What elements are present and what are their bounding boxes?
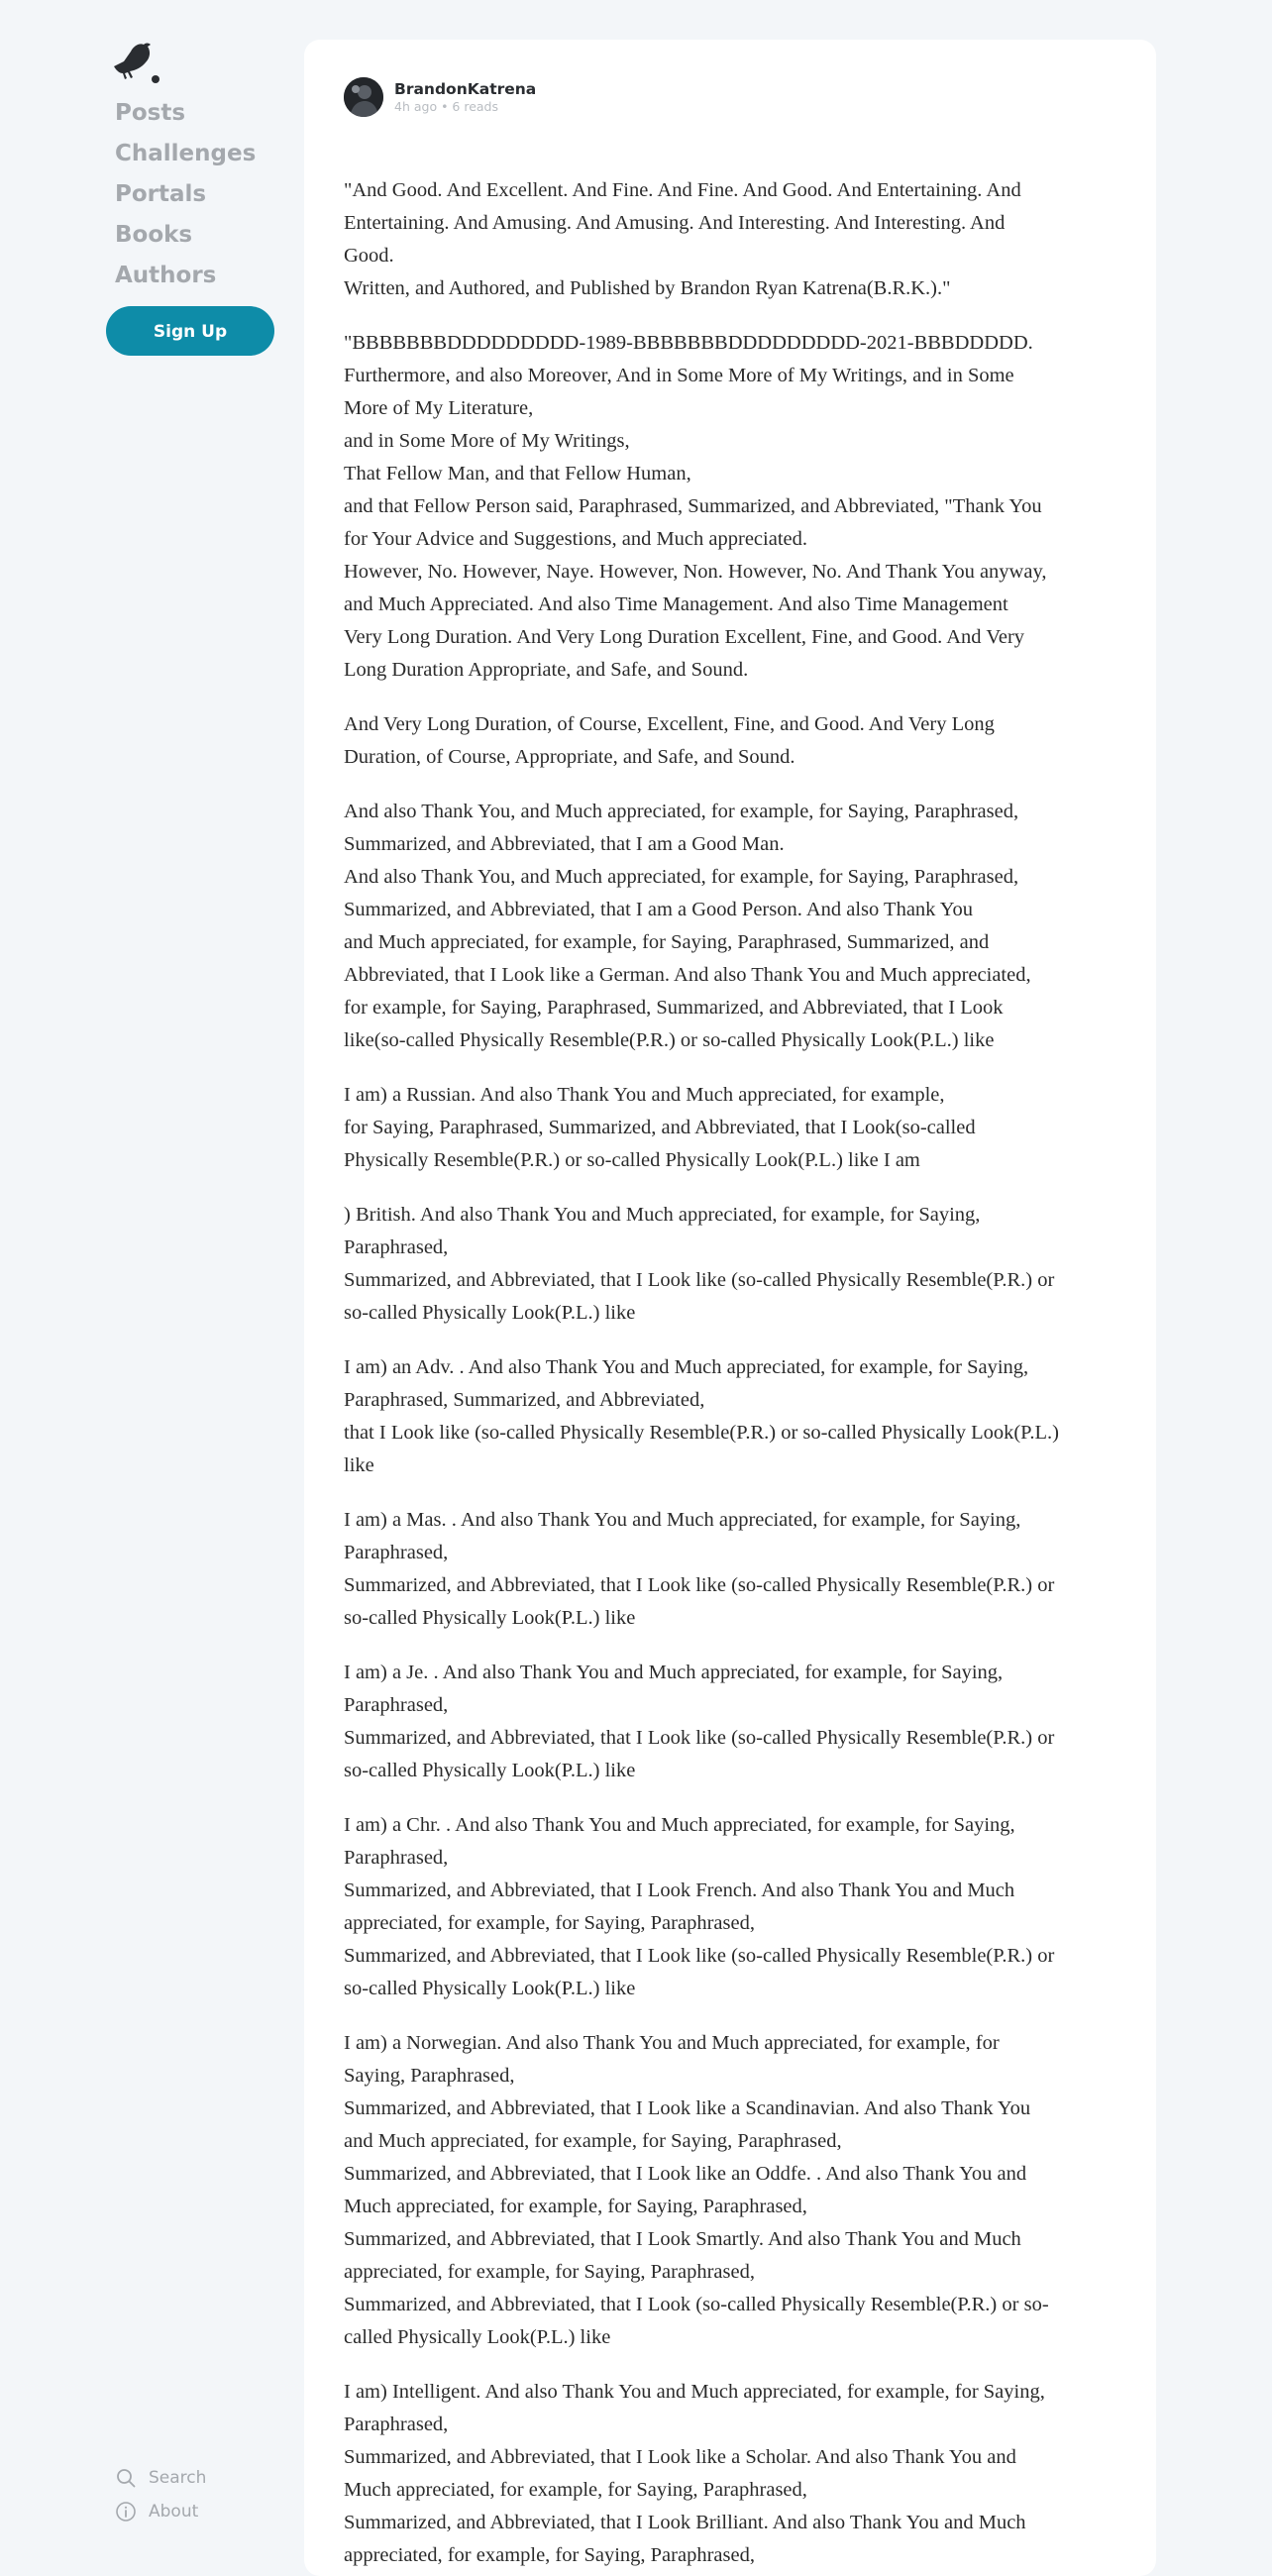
post-line: Abbreviated, that I Look like a German. And also Thank You and Much appreciated,	[344, 964, 1031, 986]
avatar[interactable]	[344, 77, 383, 117]
post-card	[304, 40, 1156, 2576]
post-line: Paraphrased,	[344, 1542, 449, 1563]
post-meta: 4h ago • 6 reads	[394, 98, 498, 114]
post-line: and Much appreciated, for example, for Saying, Paraphrased,	[344, 2130, 842, 2152]
post-line: Paraphrased,	[344, 1694, 449, 1716]
about-link-label: About	[149, 2502, 199, 2522]
post-line: Furthermore, and also Moreover, And in Some More of My Writings, and in Some	[344, 365, 1014, 386]
post-line: Paraphrased, Summarized, and Abbreviated,	[344, 1389, 705, 1411]
post-line: "And Good. And Excellent. And Fine. And Fine. And Good. And Entertaining. And	[344, 179, 1021, 201]
post-line: so-called Physically Look(P.L.) like	[344, 1978, 636, 1999]
post-line: appreciated, for example, for Saying, Paraphrased,	[344, 2261, 755, 2283]
post-paragraph	[344, 1199, 1116, 1330]
post-line: I am) a Mas. . And also Thank You and Much appreciated, for example, for Saying,	[344, 1509, 1021, 1531]
post-paragraph	[344, 796, 1116, 1057]
post-line: I am) Intelligent. And also Thank You and Much appreciated, for example, for Saying,	[344, 2381, 1045, 2403]
post-line: Summarized, and Abbreviated, that I Look like an Oddfe. . And also Thank You and	[344, 2163, 1027, 2185]
post-line: Summarized, and Abbreviated, that I Look like (so-called Physically Resemble(P.R.) or	[344, 1269, 1055, 1291]
post-line: Saying, Paraphrased,	[344, 2065, 515, 2087]
post-line: and that Fellow Person said, Paraphrased, Summarized, and Abbreviated, "Thank You	[344, 495, 1042, 517]
post-author	[344, 77, 536, 117]
post-line: appreciated, for example, for Saying, Paraphrased,	[344, 2544, 755, 2566]
info-icon	[115, 2501, 137, 2522]
post-line: ) British. And also Thank You and Much appreciated, for example, for Saying,	[344, 1204, 981, 1226]
post-line: Much appreciated, for example, for Saying, Paraphrased,	[344, 2479, 807, 2501]
post-line: Written, and Authored, and Published by Brandon Ryan Katrena(B.R.K.)."	[344, 277, 951, 299]
post-line: Paraphrased,	[344, 1847, 449, 1869]
post-paragraph	[344, 1809, 1116, 2005]
post-paragraph	[344, 1351, 1116, 1482]
post-line: Much appreciated, for example, for Saying, Paraphrased,	[344, 2196, 807, 2217]
post-body	[344, 174, 1116, 2576]
sidebar-footer	[115, 2461, 206, 2528]
sign-up-button[interactable]: Sign Up	[106, 306, 274, 356]
search-icon	[115, 2467, 137, 2489]
post-line: I am) a Je. . And also Thank You and Much appreciated, for example, for Saying,	[344, 1662, 1004, 1683]
search-link[interactable]	[115, 2461, 206, 2495]
post-line: and Much Appreciated. And also Time Management. And also Time Management	[344, 593, 1008, 615]
post-line: I am) an Adv. . And also Thank You and Much appreciated, for example, for Saying,	[344, 1356, 1029, 1378]
post-paragraph	[344, 327, 1116, 687]
post-line: for Saying, Paraphrased, Summarized, and Abbreviated, that I Look(so-called	[344, 1117, 976, 1138]
post-line: "BBBBBBBDDDDDDDDD-1989-BBBBBBBDDDDDDDDD-2021-BBBDDDDD.	[344, 332, 1033, 354]
author-name[interactable]: BrandonKatrena	[394, 79, 537, 98]
nav-item-books[interactable]: Books	[115, 222, 193, 248]
main-nav	[115, 93, 256, 296]
post-line: for example, for Saying, Paraphrased, Summarized, and Abbreviated, that I Look	[344, 997, 1004, 1019]
post-line: Paraphrased,	[344, 2414, 449, 2435]
post-line: Summarized, and Abbreviated, that I am a Good Person. And also Thank You	[344, 899, 974, 920]
post-line: Summarized, and Abbreviated, that I Look Brilliant. And also Thank You and Much	[344, 2512, 1026, 2533]
post-line: like(so-called Physically Resemble(P.R.) or so-called Physically Look(P.L.) like	[344, 1029, 995, 1051]
post-line: Good.	[344, 245, 394, 267]
post-line: so-called Physically Look(P.L.) like	[344, 1607, 636, 1629]
post-line: Summarized, and Abbreviated, that I Look French. And also Thank You and Much	[344, 1879, 1015, 1901]
post-line: That Fellow Man, and that Fellow Human,	[344, 463, 691, 484]
post-line: like	[344, 1454, 374, 1476]
post-line: called Physically Look(P.L.) like	[344, 2326, 611, 2348]
post-line: However, No. However, Naye. However, Non. However, No. And Thank You anyway,	[344, 561, 1047, 583]
post-line: so-called Physically Look(P.L.) like	[344, 1302, 636, 1324]
post-line: so-called Physically Look(P.L.) like	[344, 1760, 636, 1781]
post-paragraph	[344, 708, 1116, 774]
post-line: Summarized, and Abbreviated, that I Look (so-called Physically Resemble(P.R.) or so-	[344, 2294, 1049, 2315]
search-link-label: Search	[149, 2468, 207, 2488]
post-paragraph	[344, 1657, 1116, 1787]
post-line: Summarized, and Abbreviated, that I Look like a Scholar. And also Thank You and	[344, 2446, 1016, 2468]
nav-item-posts[interactable]: Posts	[115, 100, 186, 126]
post-paragraph	[344, 1504, 1116, 1635]
crow-bird-icon[interactable]	[111, 40, 162, 85]
post-line: Very Long Duration. And Very Long Duration Excellent, Fine, and Good. And Very	[344, 626, 1025, 648]
post-line: that I Look like (so-called Physically Resemble(P.R.) or so-called Physically Look(P.L.)	[344, 1422, 1059, 1444]
post-line: I am) a Chr. . And also Thank You and Much appreciated, for example, for Saying,	[344, 1814, 1015, 1836]
sidebar	[0, 0, 297, 2544]
post-line: Summarized, and Abbreviated, that I Look like (so-called Physically Resemble(P.R.) or	[344, 1574, 1055, 1596]
post-paragraph	[344, 2376, 1116, 2572]
post-line: I am) a Norwegian. And also Thank You and Much appreciated, for example, for	[344, 2032, 1000, 2054]
post-line: More of My Literature,	[344, 397, 534, 419]
post-line: Summarized, and Abbreviated, that I Look Smartly. And also Thank You and Much	[344, 2228, 1021, 2250]
post-paragraph	[344, 1079, 1116, 1177]
post-line: and Much appreciated, for example, for Saying, Paraphrased, Summarized, and	[344, 931, 990, 953]
post-line: And also Thank You, and Much appreciated, for example, for Saying, Paraphrased,	[344, 801, 1019, 822]
post-line: I am) a Russian. And also Thank You and Much appreciated, for example,	[344, 1084, 945, 1106]
post-line: Summarized, and Abbreviated, that I Look like (so-called Physically Resemble(P.R.) or	[344, 1945, 1055, 1967]
post-line: Long Duration Appropriate, and Safe, and Sound.	[344, 659, 749, 681]
nav-item-challenges[interactable]: Challenges	[115, 141, 257, 166]
post-paragraph	[344, 174, 1116, 305]
about-link[interactable]	[115, 2495, 206, 2528]
post-line: Summarized, and Abbreviated, that I Look like (so-called Physically Resemble(P.R.) or	[344, 1727, 1055, 1749]
nav-item-portals[interactable]: Portals	[115, 181, 207, 207]
post-line: Physically Resemble(P.R.) or so-called Physically Look(P.L.) like I am	[344, 1149, 920, 1171]
post-line: for Your Advice and Suggestions, and Much appreciated.	[344, 528, 807, 550]
post-line: appreciated, for example, for Saying, Paraphrased,	[344, 1912, 755, 1934]
post-line: Entertaining. And Amusing. And Amusing. And Interesting. And Interesting. And	[344, 212, 1006, 234]
post-line: Summarized, and Abbreviated, that I am a Good Man.	[344, 833, 785, 855]
post-line: Paraphrased,	[344, 1236, 449, 1258]
post-line: And also Thank You, and Much appreciated, for example, for Saying, Paraphrased,	[344, 866, 1019, 888]
post-line: Summarized, and Abbreviated, that I Look like a Scandinavian. And also Thank You	[344, 2097, 1031, 2119]
post-line: Duration, of Course, Appropriate, and Safe, and Sound.	[344, 746, 795, 768]
post-line: And Very Long Duration, of Course, Excellent, Fine, and Good. And Very Long	[344, 713, 995, 735]
nav-item-authors[interactable]: Authors	[115, 263, 217, 288]
post-line: and in Some More of My Writings,	[344, 430, 630, 452]
post-paragraph	[344, 2027, 1116, 2354]
